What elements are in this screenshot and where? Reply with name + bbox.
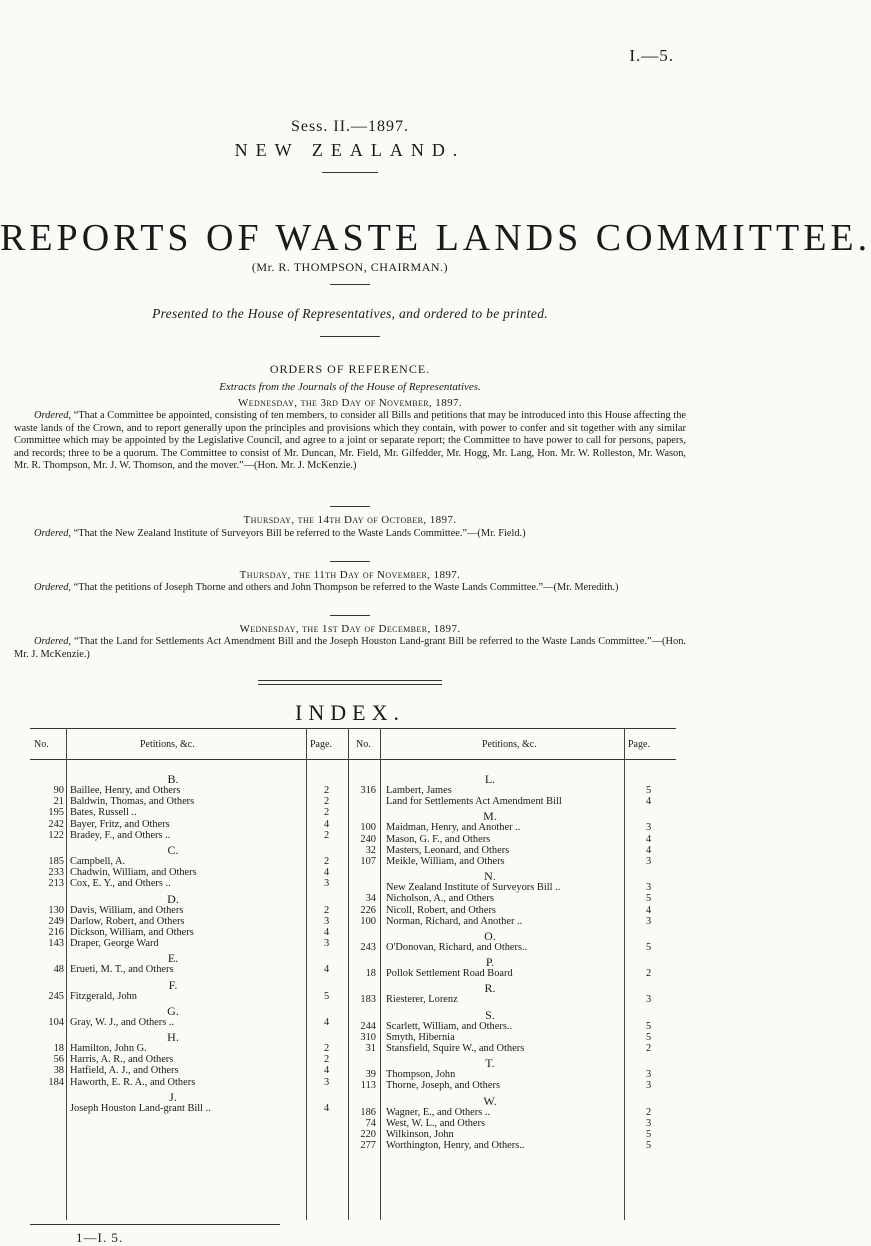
index-number: 245 bbox=[48, 990, 64, 1002]
index-entry: Dickson, William, and Others bbox=[70, 927, 194, 938]
index-page: 3 bbox=[324, 938, 330, 950]
divider bbox=[322, 172, 378, 173]
index-page: 4 bbox=[324, 1065, 330, 1077]
index-entry: Cox, E. Y., and Others .. bbox=[70, 878, 171, 890]
index-entry: Riesterer, Lorenz bbox=[386, 994, 458, 1006]
divider bbox=[258, 684, 442, 685]
extracts-line: Extracts from the Journals of the House of Representatives. bbox=[219, 381, 481, 393]
index-page: 3 bbox=[646, 822, 652, 834]
index-letter: F. bbox=[168, 977, 178, 992]
index-entry: Stansfield, Squire W., and Others bbox=[386, 1043, 525, 1054]
index-number: 183 bbox=[360, 994, 376, 1006]
index-entry: Davis, William, and Others bbox=[70, 904, 184, 916]
index-page: 2 bbox=[324, 807, 330, 819]
index-entry: Pollok Settlement Road Board bbox=[386, 968, 513, 980]
index-number: 107 bbox=[360, 856, 376, 867]
column-rule bbox=[380, 728, 381, 1220]
index-number: 186 bbox=[360, 1106, 376, 1118]
index-page: 4 bbox=[324, 818, 330, 830]
index-page: 4 bbox=[646, 796, 652, 808]
index-page: 2 bbox=[324, 829, 330, 841]
index-number: 38 bbox=[53, 1065, 64, 1077]
column-rule bbox=[624, 728, 625, 1220]
order-text: Ordered, “That the New Zealand Institute of Surveyors Bill be referred to the Waste Lands Committee.”—(Mr. Field.) bbox=[34, 528, 526, 539]
index-page: 3 bbox=[646, 1117, 652, 1129]
order-date: Wednesday, the 1st Day of December, 1897. bbox=[239, 623, 461, 635]
header-page: Page. bbox=[310, 739, 332, 750]
index-page: 2 bbox=[324, 1043, 330, 1054]
index-entry: Lambert, James bbox=[386, 785, 452, 796]
index-number: 226 bbox=[360, 904, 376, 916]
order-date: Thursday, the 14th Day of October, 1897. bbox=[243, 514, 457, 526]
index-letter: S. bbox=[485, 1007, 495, 1022]
index-page: 5 bbox=[646, 785, 652, 796]
index-number: 244 bbox=[360, 1020, 376, 1032]
index-entry: Baillee, Henry, and Others bbox=[70, 785, 181, 796]
index-number: 90 bbox=[53, 785, 64, 796]
index-page: 4 bbox=[324, 1102, 330, 1114]
index-page: 4 bbox=[324, 964, 330, 976]
order-lead: Ordered, bbox=[34, 410, 72, 421]
order-text: Ordered, “That the Land for Settlements Act Amendment Bill and the Joseph Houston Land-grant Bill be referred to the Waste Lands Committee.”—(Hon. Mr. J. McKenzie.) bbox=[14, 636, 686, 660]
index-page: 3 bbox=[646, 994, 652, 1006]
index-entry: O'Donovan, Richard, and Others.. bbox=[386, 942, 528, 953]
index-entry: Gray, W. J., and Others .. bbox=[70, 1016, 175, 1028]
index-page: 2 bbox=[324, 1054, 330, 1066]
divider bbox=[258, 680, 442, 681]
index-entry: Fitzgerald, John bbox=[70, 990, 137, 1002]
index-entry: Worthington, Henry, and Others.. bbox=[386, 1140, 525, 1152]
order-text: Ordered, “That a Committee be appointed, consisting of ten members, to consider all Bills and petitions that may be introduced into this House affecting the waste lands of the Crown, and to report generally upon the principles and provisions which they contain, with power to confer and sit together with any similar Committee which may be appointed by the Legislative Council, and agree to a joint or separate report; the Committee to have power to call for persons, papers, and records; three to be a quorum. The Committee to consist of Mr. Duncan, Mr. Field, Mr. Gilfedder, Mr. Hogg, Mr. Lang, Hon. Mr. W. Rolleston, Mr. Wason, Mr. R. Thompson, Mr. J. W. Thomson, and the mover.”—(Hon. Mr. J. McKenzie.) bbox=[14, 410, 686, 472]
index-page: 4 bbox=[646, 844, 652, 856]
index-page: 3 bbox=[324, 878, 330, 890]
index-number: 184 bbox=[48, 1076, 64, 1088]
index-page: 3 bbox=[646, 882, 652, 894]
page-reference: I.—5. bbox=[629, 46, 674, 65]
index-entry: Darlow, Robert, and Others bbox=[70, 915, 185, 927]
index-number: 143 bbox=[48, 938, 64, 950]
index-letter: M. bbox=[483, 809, 497, 824]
index-letter: O. bbox=[484, 929, 496, 943]
order-date: Thursday, the 11th Day of November, 1897. bbox=[239, 569, 461, 581]
index-letter: D. bbox=[167, 891, 179, 906]
index-entry: Chadwin, William, and Others bbox=[70, 867, 197, 879]
index-entry: Hamilton, John G. bbox=[70, 1043, 147, 1054]
index-number: 216 bbox=[48, 927, 64, 938]
index-number: 240 bbox=[360, 833, 376, 845]
index-number: 220 bbox=[360, 1129, 376, 1140]
index-entry: Bates, Russell .. bbox=[70, 807, 137, 819]
index-letter: J. bbox=[169, 1089, 177, 1104]
country-heading: NEW ZEALAND. bbox=[234, 140, 466, 160]
session-heading: Sess. II.—1897. bbox=[290, 118, 410, 135]
index-entry: Nicoll, Robert, and Others bbox=[386, 904, 496, 916]
index-page: 2 bbox=[646, 1106, 652, 1118]
index-number: 100 bbox=[360, 915, 376, 927]
index-entry: Norman, Richard, and Another .. bbox=[386, 915, 523, 927]
index-letter: B. bbox=[167, 772, 179, 786]
index-page: 5 bbox=[646, 1140, 652, 1152]
index-entry: Erueti, M. T., and Others bbox=[70, 964, 174, 976]
index-entry: Baldwin, Thomas, and Others bbox=[70, 796, 195, 808]
divider bbox=[330, 506, 370, 507]
index-number: 195 bbox=[48, 807, 64, 819]
index-entry: Nicholson, A., and Others bbox=[386, 893, 494, 905]
header-petitions-right: Petitions, &c. bbox=[482, 739, 537, 750]
index-page: 4 bbox=[324, 927, 330, 938]
index-number: 310 bbox=[360, 1031, 376, 1043]
index-header bbox=[30, 728, 676, 760]
index-page: 5 bbox=[324, 990, 330, 1002]
order-text: Ordered, “That the petitions of Joseph Thorne and others and John Thompson be referred to the Waste Lands Committee.”—(Mr. Meredith.) bbox=[34, 582, 619, 593]
index-letter: E. bbox=[167, 951, 179, 966]
index-number: 34 bbox=[365, 893, 376, 905]
index-page: 2 bbox=[646, 968, 652, 980]
index-page: 3 bbox=[646, 1080, 652, 1092]
index-page: 5 bbox=[646, 942, 652, 953]
order-lead: Ordered, bbox=[34, 528, 72, 539]
index-page: 3 bbox=[646, 856, 652, 867]
chairman-line: (Mr. R. THOMPSON, CHAIRMAN.) bbox=[251, 260, 449, 274]
index-page: 3 bbox=[324, 915, 330, 927]
index-entry: New Zealand Institute of Surveyors Bill .. bbox=[386, 882, 561, 894]
header-no-right: No. bbox=[356, 739, 371, 750]
index-number: 130 bbox=[48, 904, 64, 916]
index-entry: Land for Settlements Act Amendment Bill bbox=[386, 796, 562, 808]
index-number: 18 bbox=[365, 968, 376, 980]
column-rule bbox=[66, 728, 67, 1220]
index-page: 3 bbox=[646, 915, 652, 927]
index-number: 113 bbox=[360, 1080, 376, 1092]
signature-mark: 1—I. 5. bbox=[76, 1230, 124, 1245]
column-rule bbox=[306, 728, 307, 1220]
index-number: 316 bbox=[360, 785, 376, 796]
index-letter: N. bbox=[484, 869, 496, 884]
index-entry: Bradey, F., and Others .. bbox=[70, 829, 171, 841]
index-entry: Thompson, John bbox=[386, 1069, 456, 1081]
index-number: 233 bbox=[48, 867, 64, 879]
index-entry: Thorne, Joseph, and Others bbox=[386, 1080, 500, 1092]
index-number: 31 bbox=[365, 1043, 376, 1054]
index-entry: Maidman, Henry, and Another .. bbox=[386, 822, 521, 834]
index-entry: Harris, A. R., and Others bbox=[70, 1054, 174, 1066]
index-page: 2 bbox=[324, 796, 330, 808]
index-entry: Joseph Houston Land-grant Bill .. bbox=[70, 1102, 211, 1114]
index-letter: C. bbox=[167, 843, 179, 857]
index-letter: T. bbox=[485, 1056, 495, 1071]
index-number: 39 bbox=[365, 1069, 376, 1081]
index-number: 213 bbox=[48, 878, 64, 890]
header-no: No. bbox=[34, 739, 49, 750]
order-lead: Ordered, bbox=[34, 636, 72, 647]
index-number: 277 bbox=[360, 1140, 376, 1152]
index-letter: H. bbox=[167, 1030, 179, 1044]
presented-line: Presented to the House of Representatives, and ordered to be printed. bbox=[152, 306, 548, 321]
document-title: REPORTS OF WASTE LANDS COMMITTEE. bbox=[0, 217, 871, 259]
header-petitions: Petitions, &c. bbox=[140, 739, 195, 750]
index-entry: Masters, Leonard, and Others bbox=[386, 844, 510, 856]
index-page: 5 bbox=[646, 1031, 652, 1043]
index-entry: Wagner, E., and Others .. bbox=[386, 1106, 491, 1118]
index-page: 4 bbox=[646, 904, 652, 916]
divider bbox=[330, 284, 370, 285]
index-number: 249 bbox=[48, 915, 64, 927]
index-title: INDEX. bbox=[295, 700, 405, 725]
index-number: 18 bbox=[53, 1043, 64, 1054]
index-number: 48 bbox=[53, 964, 64, 976]
index-number: 242 bbox=[48, 818, 64, 830]
index-page: 2 bbox=[324, 856, 330, 867]
index-entry: Smyth, Hibernia bbox=[386, 1031, 455, 1043]
index-number: 243 bbox=[360, 942, 376, 953]
divider bbox=[330, 615, 370, 616]
index-number: 21 bbox=[53, 796, 64, 808]
index-page: 4 bbox=[324, 867, 330, 879]
index-entry: Wilkinson, John bbox=[386, 1129, 454, 1140]
index-number: 122 bbox=[48, 829, 64, 841]
index-letter: G. bbox=[167, 1003, 179, 1018]
orders-heading: ORDERS OF REFERENCE. bbox=[269, 362, 431, 376]
index-number: 74 bbox=[365, 1117, 376, 1129]
order-date: Wednesday, the 3rd Day of November, 1897. bbox=[237, 397, 463, 409]
index-page: 5 bbox=[646, 1020, 652, 1032]
index-page: 3 bbox=[324, 1076, 330, 1088]
index-number: 185 bbox=[48, 856, 64, 867]
index-page: 2 bbox=[646, 1043, 652, 1054]
index-letter: W. bbox=[483, 1093, 497, 1108]
index-entry: Hatfield, A. J., and Others bbox=[70, 1065, 179, 1077]
index-number: 32 bbox=[365, 844, 376, 856]
index-entry: Campbell, A. bbox=[70, 856, 126, 867]
index-page: 5 bbox=[646, 893, 652, 905]
index-entry: Draper, George Ward bbox=[70, 938, 159, 950]
index-entry: Scarlett, William, and Others.. bbox=[386, 1020, 513, 1032]
footer-rule bbox=[30, 1224, 280, 1225]
index-page: 2 bbox=[324, 785, 330, 796]
index-entry: Haworth, E. R. A., and Others bbox=[70, 1076, 196, 1088]
index-entry: West, W. L., and Others bbox=[386, 1117, 486, 1129]
order-lead: Ordered, bbox=[34, 582, 72, 593]
index-page: 2 bbox=[324, 904, 330, 916]
divider bbox=[320, 336, 380, 337]
index-number: 104 bbox=[48, 1016, 64, 1028]
index-letter: P. bbox=[485, 955, 495, 970]
index-entry: Meikle, William, and Others bbox=[386, 856, 505, 867]
index-letter: R. bbox=[484, 981, 496, 996]
index-number: 56 bbox=[53, 1054, 64, 1066]
divider bbox=[330, 561, 370, 562]
index-page: 4 bbox=[646, 833, 652, 845]
index-number: 100 bbox=[360, 822, 376, 834]
index-page: 3 bbox=[646, 1069, 652, 1081]
index-entry: Bayer, Fritz, and Others bbox=[70, 818, 170, 830]
header-page-right: Page. bbox=[628, 739, 650, 750]
index-entry: Mason, G. F., and Others bbox=[386, 833, 491, 845]
index-page: 5 bbox=[646, 1129, 652, 1140]
index-letter: L. bbox=[484, 772, 496, 786]
index-page: 4 bbox=[324, 1016, 330, 1028]
